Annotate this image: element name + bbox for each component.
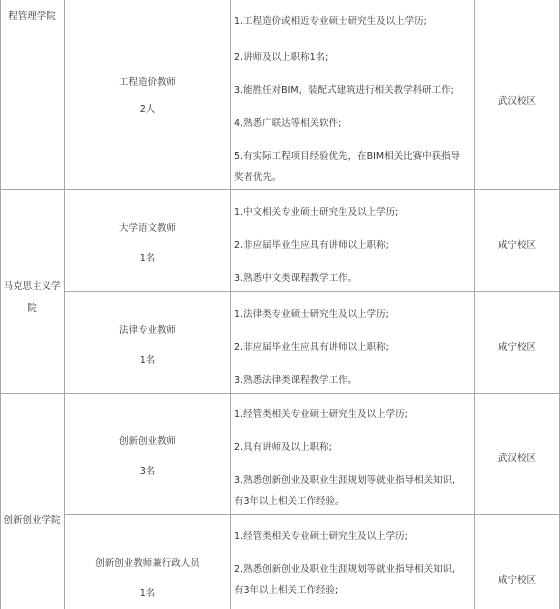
position-title: 创新创业教师兼行政人员 — [95, 558, 200, 569]
department-name: 程管理学院 — [8, 11, 56, 22]
position-count: 1名 — [139, 355, 156, 366]
position-title: 创新创业教师 — [118, 436, 176, 447]
position-count: 2人 — [139, 104, 156, 115]
table-row-divider — [64, 291, 560, 292]
requirement-line: 2.非应届毕业生应具有讲师以上职称; — [234, 240, 389, 251]
requirement-line: 2.熟悉创新创业及职业生涯规划等就业指导相关知识, — [234, 564, 456, 575]
department-cell — [0, 10, 64, 23]
requirement-line: 1.经管类相关专业硕士研究生及以上学历; — [234, 531, 408, 542]
department-name: 马克思主义学 — [3, 281, 61, 292]
position-title: 大学语文教师 — [118, 223, 176, 234]
campus-cell: 咸宁校区 — [497, 575, 536, 586]
position-count: 3名 — [139, 466, 156, 477]
requirement-line: 1.经管类相关专业硕士研究生及以上学历; — [234, 409, 408, 420]
requirement-line: 3.熟悉法律类课程教学工作。 — [234, 375, 358, 386]
position-cell — [65, 557, 230, 600]
campus-cell: 武汉校区 — [497, 453, 536, 464]
department-name: 创新创业学院 — [3, 515, 61, 526]
requirement-line: 有3年以上相关工作经验; — [234, 585, 339, 596]
requirement-line: 奖者优先。 — [234, 172, 282, 183]
requirement-line: 3.熟悉创新创业及职业生涯规划等就业指导相关知识, — [234, 475, 456, 486]
requirement-line: 2.具有讲师及以上职称; — [234, 442, 332, 453]
requirement-line: 2.非应届毕业生应具有讲师以上职称; — [234, 342, 389, 353]
campus-cell: 咸宁校区 — [497, 342, 536, 353]
campus-cell: 武汉校区 — [497, 96, 536, 107]
requirement-line: 有3年以上相关工作经验。 — [234, 496, 345, 507]
position-count: 1名 — [139, 253, 156, 264]
department-name-continued: 院 — [27, 303, 37, 314]
table-row-divider — [0, 189, 560, 190]
requirement-line: 4.熟悉广联达等相关软件; — [234, 118, 342, 129]
requirement-line: 2.讲师及以上职称1名; — [234, 52, 329, 63]
position-cell — [65, 435, 230, 478]
position-cell — [65, 324, 230, 367]
department-cell — [0, 514, 64, 527]
campus-cell: 咸宁校区 — [497, 240, 536, 251]
requirement-line: 3.熟悉中文类课程教学工作。 — [234, 273, 358, 284]
position-cell — [65, 76, 230, 116]
table-row-divider — [64, 514, 560, 515]
position-cell — [65, 222, 230, 265]
table-row-divider — [0, 393, 560, 394]
department-cell — [0, 280, 64, 315]
position-title: 工程造价教师 — [118, 77, 176, 88]
requirement-line: 1.工程造价或相近专业硕士研究生及以上学历; — [234, 16, 427, 27]
position-title: 法律专业教师 — [118, 325, 176, 336]
table-column-divider — [474, 0, 475, 609]
requirement-line: 5.有实际工程项目经验优先，在BIM相关比赛中获指导 — [234, 151, 461, 162]
position-count: 1名 — [139, 588, 156, 599]
requirement-line: 3.能胜任对BIM，装配式建筑进行相关教学科研工作; — [234, 85, 454, 96]
requirement-line: 1.中文相关专业硕士研究生及以上学历; — [234, 207, 399, 218]
table-column-divider — [230, 0, 231, 609]
requirement-line: 1.法律类专业硕士研究生及以上学历; — [234, 309, 389, 320]
